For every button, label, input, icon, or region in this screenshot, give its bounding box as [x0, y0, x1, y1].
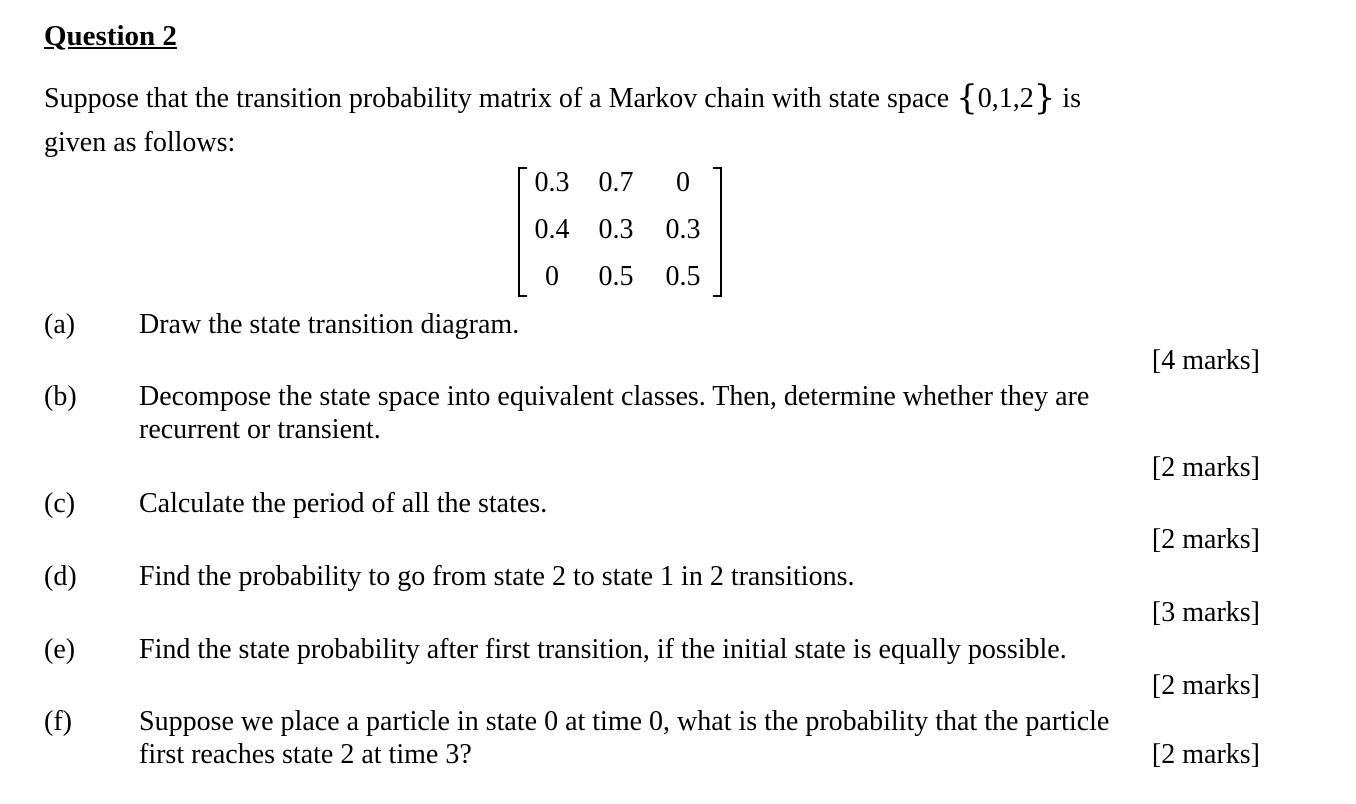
part-b-line-2: recurrent or transient. [139, 414, 381, 445]
part-b-line-1: Decompose the state space into equivalent classes. Then, determine whether they are [139, 381, 1090, 412]
part-a-marks: [4 marks] [1151, 345, 1260, 376]
part-b-label: (b) [44, 381, 77, 412]
matrix-right-bracket [713, 167, 722, 297]
part-f-line-1: Suppose we place a particle in state 0 at time 0, what is the probability that the particle [139, 706, 1110, 737]
part-c-label: (c) [44, 488, 76, 519]
part-a-text [139, 308, 1249, 341]
right-brace: } [1033, 78, 1056, 118]
matrix-cell-1-2: 0.3 [665, 214, 701, 245]
part-b-marks: [2 marks] [1151, 452, 1260, 483]
part-c-text [139, 487, 1249, 520]
part-c-marks: [2 marks] [1151, 524, 1260, 555]
question-title: Question 2 [44, 20, 177, 52]
part-f-label: (f) [44, 706, 72, 737]
left-brace: { [956, 78, 978, 118]
part-c-line-1: Calculate the period of all the states. [139, 488, 548, 519]
part-a-line-1: Draw the state transition diagram. [139, 309, 520, 340]
matrix-cell-1-1: 0.3 [598, 214, 634, 245]
intro-line-2: given as follows: [44, 127, 236, 158]
part-d-text [139, 560, 1249, 593]
matrix-cell-2-1: 0.5 [598, 261, 634, 292]
part-f-line-2: first reaches state 2 at time 3? [139, 739, 472, 770]
part-d-line-1: Find the probability to go from state 2 to state 1 in 2 transitions. [139, 561, 855, 592]
intro-text: Suppose that the transition probability matrix of a Markov chain with state space [44, 83, 950, 114]
part-a-label: (a) [44, 309, 76, 340]
intro-text-end: is [1062, 83, 1082, 114]
part-d-label: (d) [44, 561, 77, 592]
matrix-cell-0-1: 0.7 [598, 167, 634, 198]
part-e-marks: [2 marks] [1151, 670, 1260, 701]
state-space-set [956, 78, 1056, 118]
matrix-cell-0-0: 0.3 [534, 167, 570, 198]
matrix-cell-2-2: 0.5 [665, 261, 701, 292]
part-f-text [139, 705, 1249, 771]
matrix-cell-0-2: 0 [676, 167, 690, 198]
part-e-label: (e) [44, 634, 76, 665]
transition-matrix [518, 165, 722, 301]
state-space-values: 0,1,2 [977, 83, 1034, 114]
part-b-text [139, 380, 1249, 446]
part-d-marks: [3 marks] [1151, 597, 1260, 628]
matrix-cell-1-0: 0.4 [534, 214, 570, 245]
question-intro [44, 76, 1304, 165]
part-e-text [139, 633, 1249, 666]
part-f-marks: [2 marks] [1151, 739, 1260, 770]
intro-line-1 [44, 76, 1304, 121]
matrix-cell-2-0: 0 [545, 261, 559, 292]
part-e-line-1: Find the state probability after first transition, if the initial state is equally possible. [139, 634, 1067, 665]
